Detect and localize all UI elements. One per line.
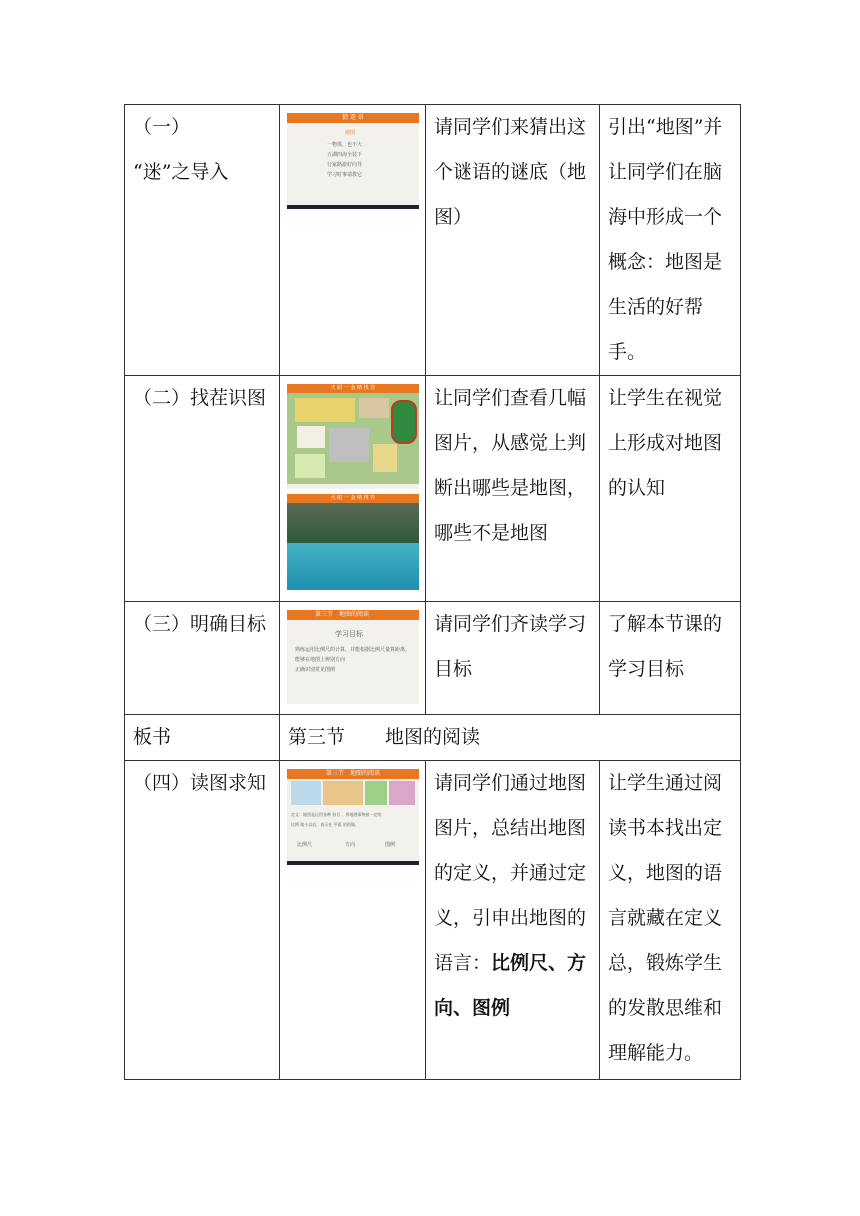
slide-header: 火 眼 一 金 晴 找 茬	[287, 494, 419, 503]
slide-cell	[280, 761, 426, 1080]
riddle-slide-thumbnail	[287, 113, 419, 209]
water-icon	[287, 543, 419, 590]
map-block-icon	[297, 426, 325, 448]
activity-cell: 让同学们查看几幅图片，从感觉上判断出哪些是地图，哪些不是地图	[426, 376, 600, 602]
lesson-plan-table	[124, 104, 741, 1080]
map-language-terms: 比例尺、方向、图例	[434, 952, 587, 1019]
objectives-slide-thumbnail	[287, 610, 419, 704]
mountain-icon	[287, 503, 419, 543]
slide-footer	[287, 861, 419, 865]
definition-slide-thumbnail	[287, 769, 419, 865]
slide-title: 学习目标	[335, 630, 363, 638]
board-label: 板书	[125, 715, 280, 761]
map-image-icon	[365, 781, 387, 805]
slide-item: 正确识别常见图例	[295, 667, 336, 673]
table-row	[125, 376, 741, 602]
slide-definition: 定义：地图是运用各种 符号 ，将地理事物按一定的	[291, 812, 382, 817]
map-block-icon	[295, 454, 325, 478]
stage-cell	[125, 105, 280, 376]
slide-cell	[280, 376, 426, 602]
slide-line: 一物体，也不大	[327, 142, 363, 148]
slide-definition: 比例 缩小以后，表示在 平面 的图像。	[291, 822, 359, 827]
map-image-icon	[291, 781, 321, 805]
stage-label: （一）	[133, 116, 191, 138]
purpose-cell: 让学生通过阅读书本找出定义，地图的语言就藏在定义总，锻炼学生的发散思维和理解能力。	[600, 761, 741, 1080]
slide-footer	[287, 484, 419, 489]
board-section: 第三节	[288, 726, 346, 748]
map-block-icon	[373, 444, 397, 472]
board-content	[280, 715, 741, 761]
slide-cell	[280, 105, 426, 376]
purpose-cell: 让学生在视觉上形成对地图的认知	[600, 376, 741, 602]
slide-term: 方向	[345, 842, 356, 848]
purpose-cell: 引出“地图”并让同学们在脑海中形成一个概念：地图是生活的好帮手。	[600, 105, 741, 376]
slide-line: 地图	[345, 130, 356, 136]
slide-header: 第三节 地图的阅读	[287, 769, 419, 779]
map-block-icon	[295, 398, 355, 422]
slide-header: 火 眼 一 金 晴 找 茬	[287, 384, 419, 393]
stage-cell: （四）读图求知	[125, 761, 280, 1080]
activity-cell: 请同学们来猜出这个谜语的谜底（地图）	[426, 105, 600, 376]
running-track-icon	[391, 400, 417, 444]
table-row	[125, 602, 741, 715]
slide-footer	[287, 205, 419, 209]
activity-cell: 请同学们齐读学习目标	[426, 602, 600, 715]
slide-item: 熟练运用比例尺的计算，并能根据比例尺量算距离。	[295, 647, 411, 653]
activity-cell	[426, 761, 600, 1080]
purpose-cell: 了解本节课的学习目标	[600, 602, 741, 715]
activity-text: 请同学们通过地图图片，总结出地图的定义，并通过定义，引申出地图的语言：	[434, 772, 587, 974]
slide-cell	[280, 602, 426, 715]
slide-header: 猜 迷 语	[287, 113, 419, 123]
slide-item: 能够在地图上辨别方向	[295, 657, 346, 663]
stage-title: “迷”之导入	[133, 161, 229, 183]
map-block-icon	[359, 398, 389, 418]
slide-line: 学习时事请教它	[327, 172, 363, 178]
lake-photo-thumbnail	[287, 494, 419, 590]
stage-cell: （二）找茬识图	[125, 376, 280, 602]
map-image-icon	[323, 781, 363, 805]
slide-line: 五湖四海全装下	[327, 152, 363, 158]
slide-header: 第三节 地图的阅读	[287, 610, 419, 620]
table-row	[125, 761, 741, 1080]
board-title: 地图的阅读	[385, 726, 481, 748]
table-row	[125, 715, 741, 761]
slide-line: 行家路游好向导	[327, 162, 363, 168]
building-icon	[329, 428, 369, 462]
campus-map-thumbnail	[287, 384, 419, 489]
table-row	[125, 105, 741, 376]
slide-term: 图例	[385, 842, 396, 848]
slide-term: 比例尺	[297, 842, 313, 848]
map-image-icon	[389, 781, 415, 805]
stage-cell: （三）明确目标	[125, 602, 280, 715]
